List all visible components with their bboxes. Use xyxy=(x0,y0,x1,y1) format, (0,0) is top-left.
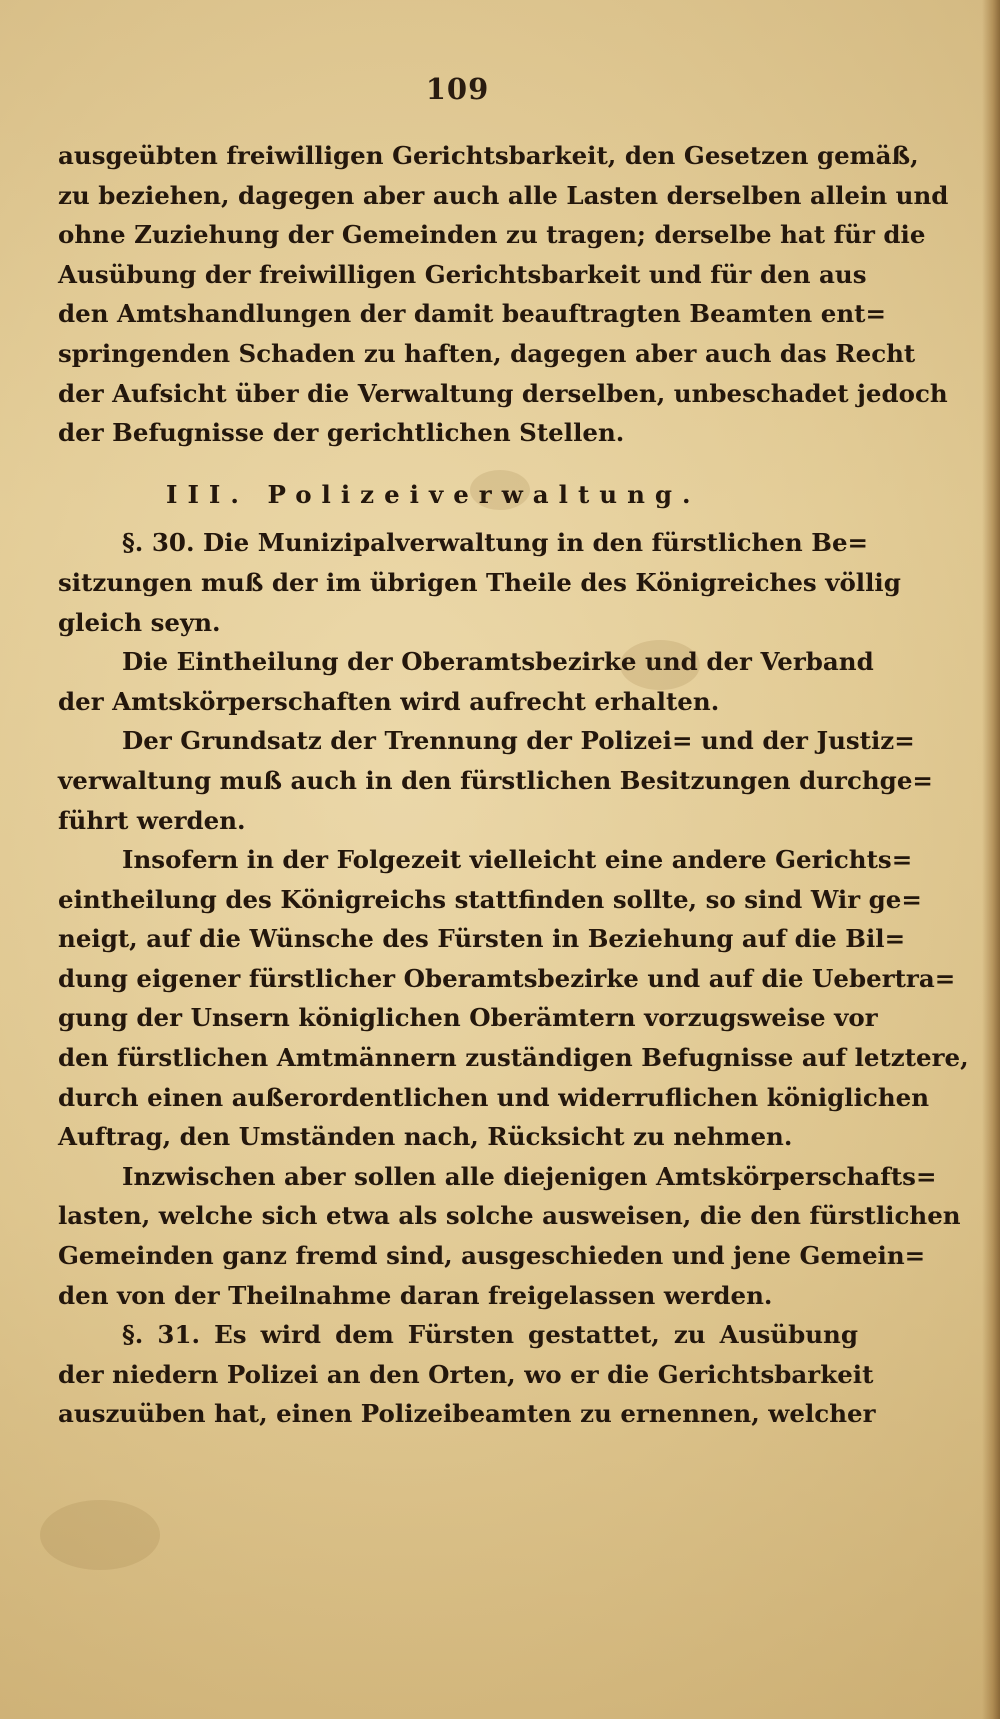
text-line: ohne Zuziehung der Gemeinden zu tragen; derselbe hat für die xyxy=(58,220,926,250)
text-line: eintheilung des Königreichs stattfinden sollte, so sind Wir ge= xyxy=(58,884,922,914)
page-number: 109 xyxy=(425,72,490,106)
text-line: der Aufsicht über die Verwaltung derselben, unbeschadet jedoch xyxy=(58,378,948,408)
paragraph-start: Der Grundsatz der Trennung der Polizei= und der Justiz= xyxy=(122,726,915,756)
paragraph-start: Insofern in der Folgezeit vielleicht eine andere Gerichts= xyxy=(122,845,913,875)
text-line: zu beziehen, dagegen aber auch alle Lasten derselben allein und xyxy=(58,180,949,210)
text-line: auszuüben hat, einen Polizeibeamten zu ernennen, welcher xyxy=(58,1399,876,1429)
text-line: den Amtshandlungen der damit beauftragten Beamten ent= xyxy=(58,299,886,329)
text-line: Ausübung der freiwilligen Gerichtsbarkeit und für den aus xyxy=(58,259,867,289)
text-line: der Befugnisse der gerichtlichen Stellen. xyxy=(58,418,625,448)
text-line: Auftrag, den Umständen nach, Rücksicht zu nehmen. xyxy=(58,1122,793,1152)
text-line: Gemeinden ganz fremd sind, ausgeschieden und jene Gemein= xyxy=(58,1241,926,1271)
text-line: verwaltung muß auch in den fürstlichen Besitzungen durchge= xyxy=(58,765,933,795)
text-line: neigt, auf die Wünsche des Fürsten in Beziehung auf die Bil= xyxy=(58,924,906,954)
paragraph-31-start: §. 31. Es wird dem Fürsten gestattet, zu Ausübung xyxy=(122,1320,858,1350)
text-line: den von der Theilnahme daran freigelassen werden. xyxy=(58,1280,773,1310)
text-line: gleich seyn. xyxy=(58,607,221,637)
paragraph-30-start: §. 30. Die Munizipalverwaltung in den fürstlichen Be= xyxy=(122,528,869,558)
section-heading-text: III. Polizeiverwaltung. xyxy=(166,479,701,509)
section-heading xyxy=(58,475,858,515)
paragraph-start: Inzwischen aber sollen alle diejenigen Amtskörperschafts= xyxy=(122,1161,937,1191)
text-line: führt werden. xyxy=(58,805,246,835)
text-line: dung eigener fürstlicher Oberamtsbezirke und auf die Uebertra= xyxy=(58,963,956,993)
text-line: sitzungen muß der im übrigen Theile des Königreiches völlig xyxy=(58,567,901,597)
body-text xyxy=(58,136,969,1434)
paragraph-start: Die Eintheilung der Oberamtsbezirke und der Verband xyxy=(122,647,874,677)
paper-stain xyxy=(40,1500,160,1570)
text-line: durch einen außerordentlichen und widerruflichen königlichen xyxy=(58,1082,930,1112)
text-line: ausgeübten freiwilligen Gerichtsbarkeit, den Gesetzen gemäß, xyxy=(58,141,919,170)
text-line: lasten, welche sich etwa als solche ausweisen, die den fürstlichen xyxy=(58,1201,961,1231)
text-line: der Amtskörperschaften wird aufrecht erhalten. xyxy=(58,686,720,716)
text-line: springenden Schaden zu haften, dagegen aber auch das Recht xyxy=(58,338,916,368)
text-line: der niedern Polizei an den Orten, wo er die Gerichtsbarkeit xyxy=(58,1359,874,1389)
binding-shadow xyxy=(982,0,1000,1719)
text-line: gung der Unsern königlichen Oberämtern vorzugsweise vor xyxy=(58,1003,878,1033)
text-line: den fürstlichen Amtmännern zuständigen Befugnisse auf letztere, xyxy=(58,1043,969,1073)
